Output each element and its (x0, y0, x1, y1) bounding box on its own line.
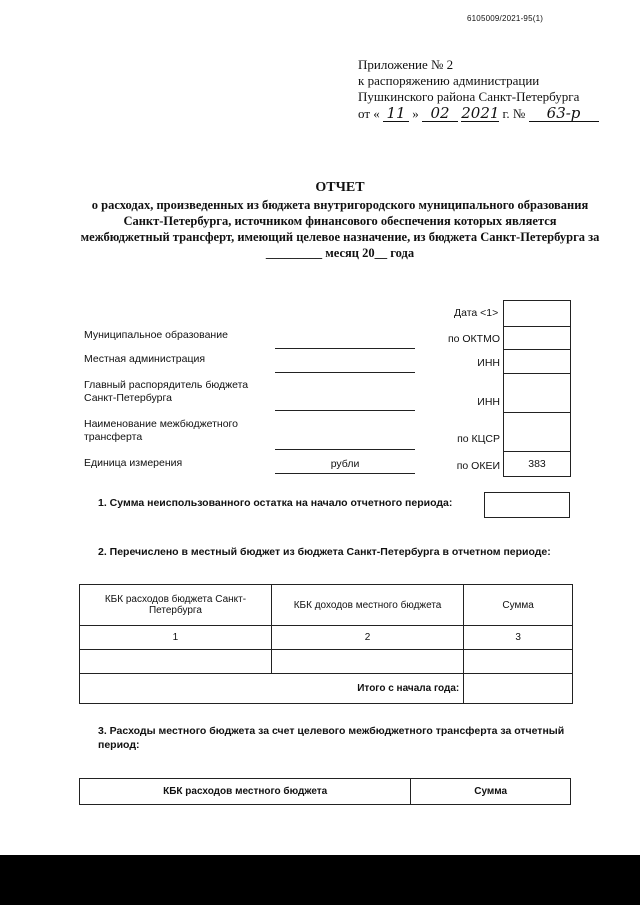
appendix-line-2: к распоряжению администрации (358, 73, 540, 88)
table-cell: 1 (80, 626, 272, 650)
date-sep: » (412, 106, 419, 121)
kcsr-label: по КЦСР (457, 433, 500, 445)
unit-line (275, 473, 415, 474)
oktmo-code-box (503, 326, 571, 350)
inn-code-box-2 (503, 373, 571, 413)
document-code: 6105009/2021-95(1) (467, 14, 544, 23)
table-header-cell: КБК доходов местного бюджета (271, 585, 463, 626)
gr-line (275, 410, 415, 411)
date-day: 11 (383, 105, 409, 122)
appendix-date-line (358, 105, 599, 122)
kcsr-code-box (503, 412, 571, 452)
appendix-line-3: Пушкинского района Санкт-Петербурга (358, 89, 580, 104)
table-total-row (80, 674, 573, 704)
admin-line (275, 372, 415, 373)
date-label: Дата <1> (454, 307, 499, 319)
table-header-row (80, 585, 573, 626)
transfer-label: Наименование межбюджетного трансферта (84, 418, 238, 443)
inn-label-2: ИНН (477, 396, 500, 408)
municipal-label: Муниципальное образование (84, 329, 228, 341)
scan-bottom-border (0, 855, 640, 905)
table-row (80, 626, 573, 650)
gr-label: Главный распорядитель бюджета Санкт-Петербурга (84, 379, 249, 404)
order-number: 63-р (529, 105, 599, 122)
section-3-heading: 3. Расходы местного бюджета за счет целевого межбюджетного трансферта за отчетный период: (98, 725, 565, 751)
oktmo-label: по ОКТМО (447, 333, 500, 345)
section-2-heading: 2. Перечислено в местный бюджет из бюджета Санкт-Петербурга в отчетном периоде: (98, 546, 551, 558)
expenses-table (79, 778, 571, 805)
okei-value: 383 (528, 458, 546, 470)
table-cell: 2 (271, 626, 463, 650)
inn-label-1: ИНН (477, 357, 500, 369)
appendix-block (358, 57, 599, 122)
table-cell (271, 650, 463, 674)
table-header-cell: Сумма (464, 585, 573, 626)
table-cell (464, 650, 573, 674)
unit-label: Единица измерения (84, 457, 183, 469)
unit-value: рубли (330, 458, 360, 470)
total-label: Итого с начала года: (80, 674, 464, 704)
table-header-cell: Сумма (411, 779, 571, 805)
transfer-line (275, 449, 415, 450)
report-title: ОТЧЕТ (315, 180, 365, 195)
date-suffix: г. № (502, 106, 526, 121)
section-1-heading: 1. Сумма неиспользованного остатка на начало отчетного периода: (98, 497, 453, 509)
section-1-value-box (484, 492, 570, 518)
municipal-line (275, 348, 415, 349)
date-code-box (503, 300, 571, 327)
table-header-cell: КБК расходов бюджета Санкт-Петербурга (80, 585, 272, 626)
table-cell: 3 (464, 626, 573, 650)
inn-code-box-1 (503, 349, 571, 374)
table-row (80, 650, 573, 674)
admin-label: Местная администрация (84, 353, 206, 365)
report-subtitle: о расходах, произведенных из бюджета внутригородского муниципального образования Санкт-Петербурга, источником финансового обеспечения которых является межбюджетный трансферт, имеющий целевое назначение, из бюджета Санкт-Петербурга за _________ месяц 20__ года (80, 198, 600, 260)
table-header-cell: КБК расходов местного бюджета (80, 779, 411, 805)
table-cell (80, 650, 272, 674)
date-prefix: от « (358, 106, 380, 121)
okei-code-box (503, 451, 571, 477)
table-header-row (80, 779, 571, 805)
appendix-line-1: Приложение № 2 (358, 57, 454, 72)
date-year: 2021 (461, 104, 500, 122)
okei-label: по ОКЕИ (456, 460, 500, 472)
transfer-table (79, 584, 573, 704)
total-value (464, 674, 573, 704)
date-month: 02 (422, 105, 458, 122)
